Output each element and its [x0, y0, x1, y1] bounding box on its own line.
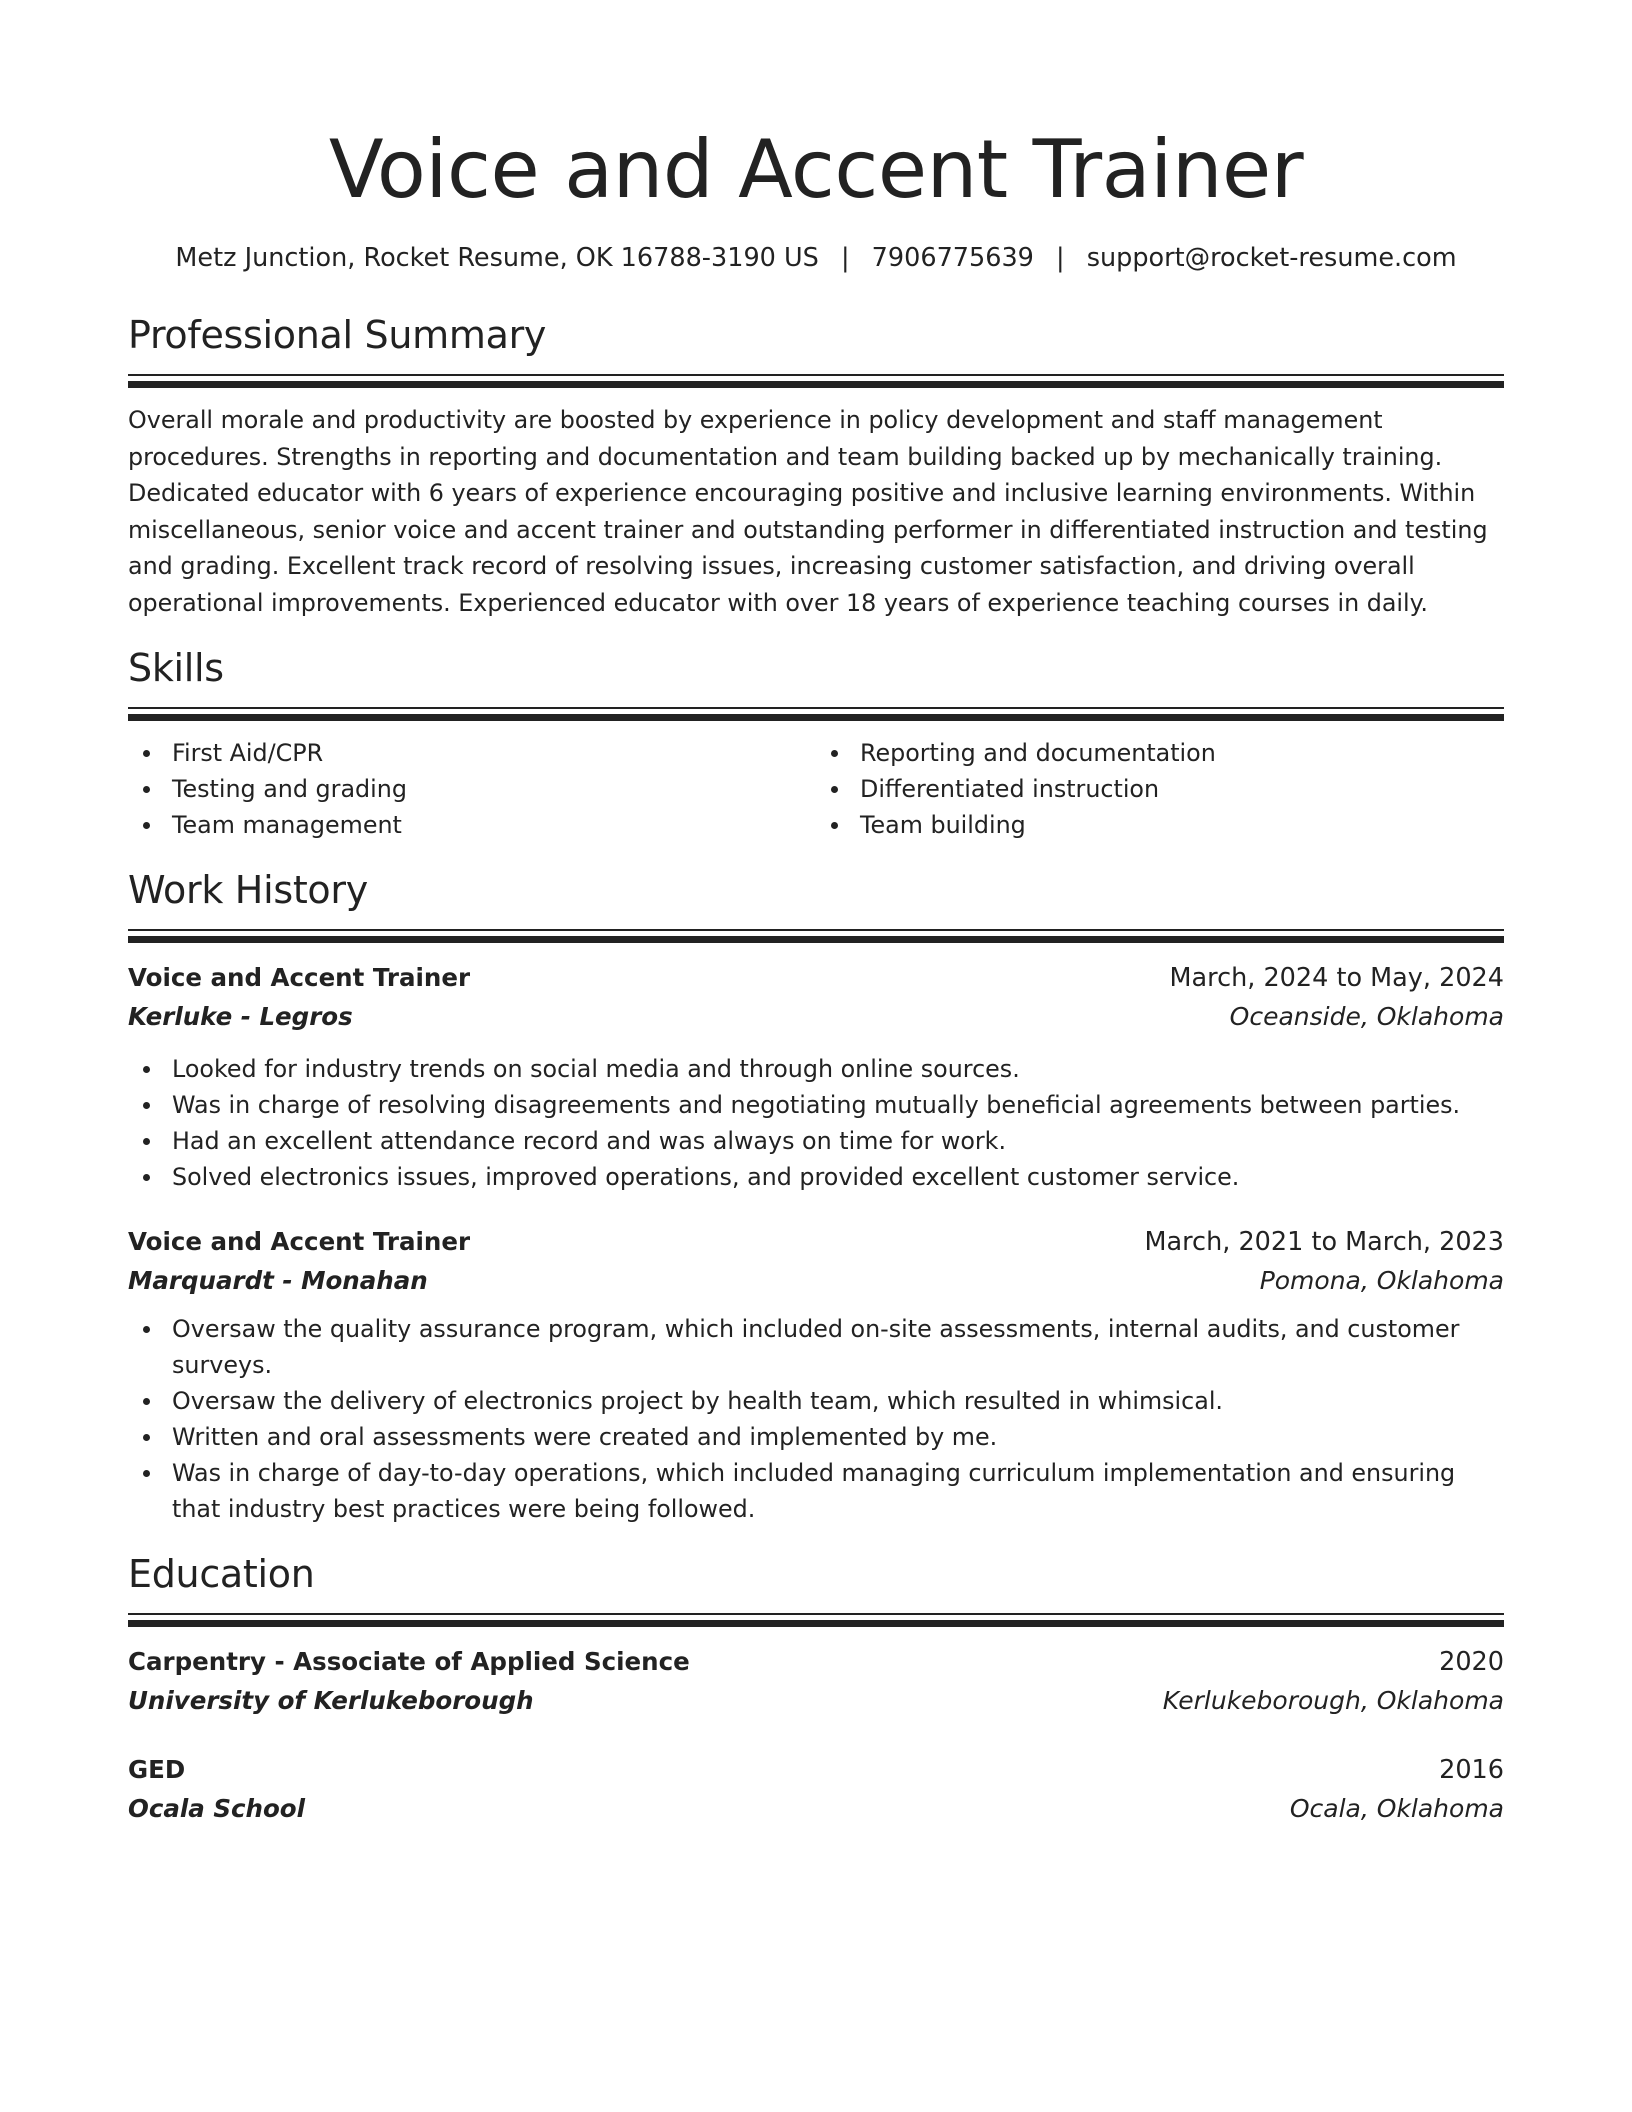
job-title: Voice and Accent Trainer [128, 963, 471, 992]
skills-list-right [816, 735, 1504, 843]
resume-name: Voice and Accent Trainer [328, 123, 1304, 216]
section-title-skills: Skills [128, 646, 224, 690]
education-location: Ocala, Oklahoma [1289, 1794, 1504, 1823]
job-entry [128, 959, 1504, 1195]
job-bullet-list [128, 1051, 1504, 1195]
education-header-row [128, 1643, 1504, 1681]
skills-list-left [128, 735, 816, 843]
job-bullet: Written and oral assessments were created and implemented by me. [128, 1419, 1504, 1455]
education-header-row [128, 1751, 1504, 1789]
skill-item: Team building [816, 807, 1504, 843]
contact-separator: | [840, 243, 850, 273]
summary-text: Overall morale and productivity are boosted by experience in policy development and staff management procedures. Strengths in reporting and documentation and team building backed up by mechanically training. Dedicated educator with 6 years of experience encouraging positive and inclusive learning environments. Within miscellaneous, senior voice and accent trainer and outstanding performer in differentiated instruction and testing and grading. Excellent track record of resolving issues, increasing customer satisfaction, and driving overall operational improvements. Experienced educator with over 18 years of experience teaching courses in daily. [128, 406, 1488, 617]
work-history-section [128, 865, 1504, 1527]
education-year: 2016 [1439, 1755, 1504, 1785]
job-bullet: Was in charge of day-to-day operations, which included managing curriculum implementation and ensuring that industry best practices were being followed. [128, 1455, 1504, 1527]
education-section [128, 1549, 1504, 1829]
skill-item: Reporting and documentation [816, 735, 1504, 771]
job-bullet: Had an excellent attendance record and was always on time for work. [128, 1123, 1504, 1159]
job-dates: March, 2021 to March, 2023 [1144, 1227, 1504, 1257]
job-company: Marquardt - Monahan [128, 1266, 428, 1295]
skill-item: Differentiated instruction [816, 771, 1504, 807]
education-degree: Carpentry - Associate of Applied Science [128, 1647, 690, 1676]
job-bullet: Was in charge of resolving disagreements and negotiating mutually beneficial agreements between parties. [128, 1087, 1504, 1123]
job-header-row [128, 959, 1504, 997]
skills-section [128, 643, 1504, 843]
education-entry [128, 1643, 1504, 1721]
skills-columns [128, 735, 1504, 843]
section-divider [128, 1613, 1504, 1627]
summary-section [128, 310, 1504, 621]
education-year: 2020 [1439, 1647, 1504, 1677]
education-school-row [128, 1789, 1504, 1829]
contact-separator: | [1056, 243, 1065, 273]
job-bullet-list [128, 1311, 1504, 1527]
job-bullet: Looked for industry trends on social media and through online sources. [128, 1051, 1504, 1087]
job-location: Oceanside, Oklahoma [1229, 1002, 1504, 1031]
contact-phone: 7906775639 [871, 243, 1034, 273]
job-header-row [128, 1223, 1504, 1261]
section-divider [128, 374, 1504, 388]
section-title-education: Education [128, 1552, 315, 1596]
job-company-row [128, 997, 1504, 1037]
section-title-work-history: Work History [128, 868, 368, 912]
education-school-row [128, 1681, 1504, 1721]
education-school: Ocala School [128, 1794, 306, 1823]
education-school: University of Kerlukeborough [128, 1686, 534, 1715]
education-entry [128, 1751, 1504, 1829]
job-bullet: Oversaw the delivery of electronics project by health team, which resulted in whimsical. [128, 1383, 1504, 1419]
job-location: Pomona, Oklahoma [1259, 1266, 1504, 1295]
job-company: Kerluke - Legros [128, 1002, 353, 1031]
skill-item: Team management [128, 807, 816, 843]
contact-email: support@rocket-resume.com [1086, 243, 1457, 273]
job-company-row [128, 1261, 1504, 1301]
skill-item: Testing and grading [128, 771, 816, 807]
job-entry [128, 1223, 1504, 1527]
education-degree: GED [128, 1755, 186, 1784]
contact-address: Metz Junction, Rocket Resume, OK 16788-3190 US [175, 243, 819, 273]
job-bullet: Oversaw the quality assurance program, which included on-site assessments, internal audits, and customer surveys. [128, 1311, 1504, 1383]
section-title-summary: Professional Summary [128, 313, 547, 357]
section-divider [128, 707, 1504, 721]
skill-item: First Aid/CPR [128, 735, 816, 771]
job-dates: March, 2024 to May, 2024 [1169, 963, 1504, 993]
education-location: Kerlukeborough, Oklahoma [1162, 1686, 1504, 1715]
job-bullet: Solved electronics issues, improved operations, and provided excellent customer service. [128, 1159, 1504, 1195]
contact-line [128, 240, 1504, 276]
job-title: Voice and Accent Trainer [128, 1227, 471, 1256]
section-divider [128, 929, 1504, 943]
